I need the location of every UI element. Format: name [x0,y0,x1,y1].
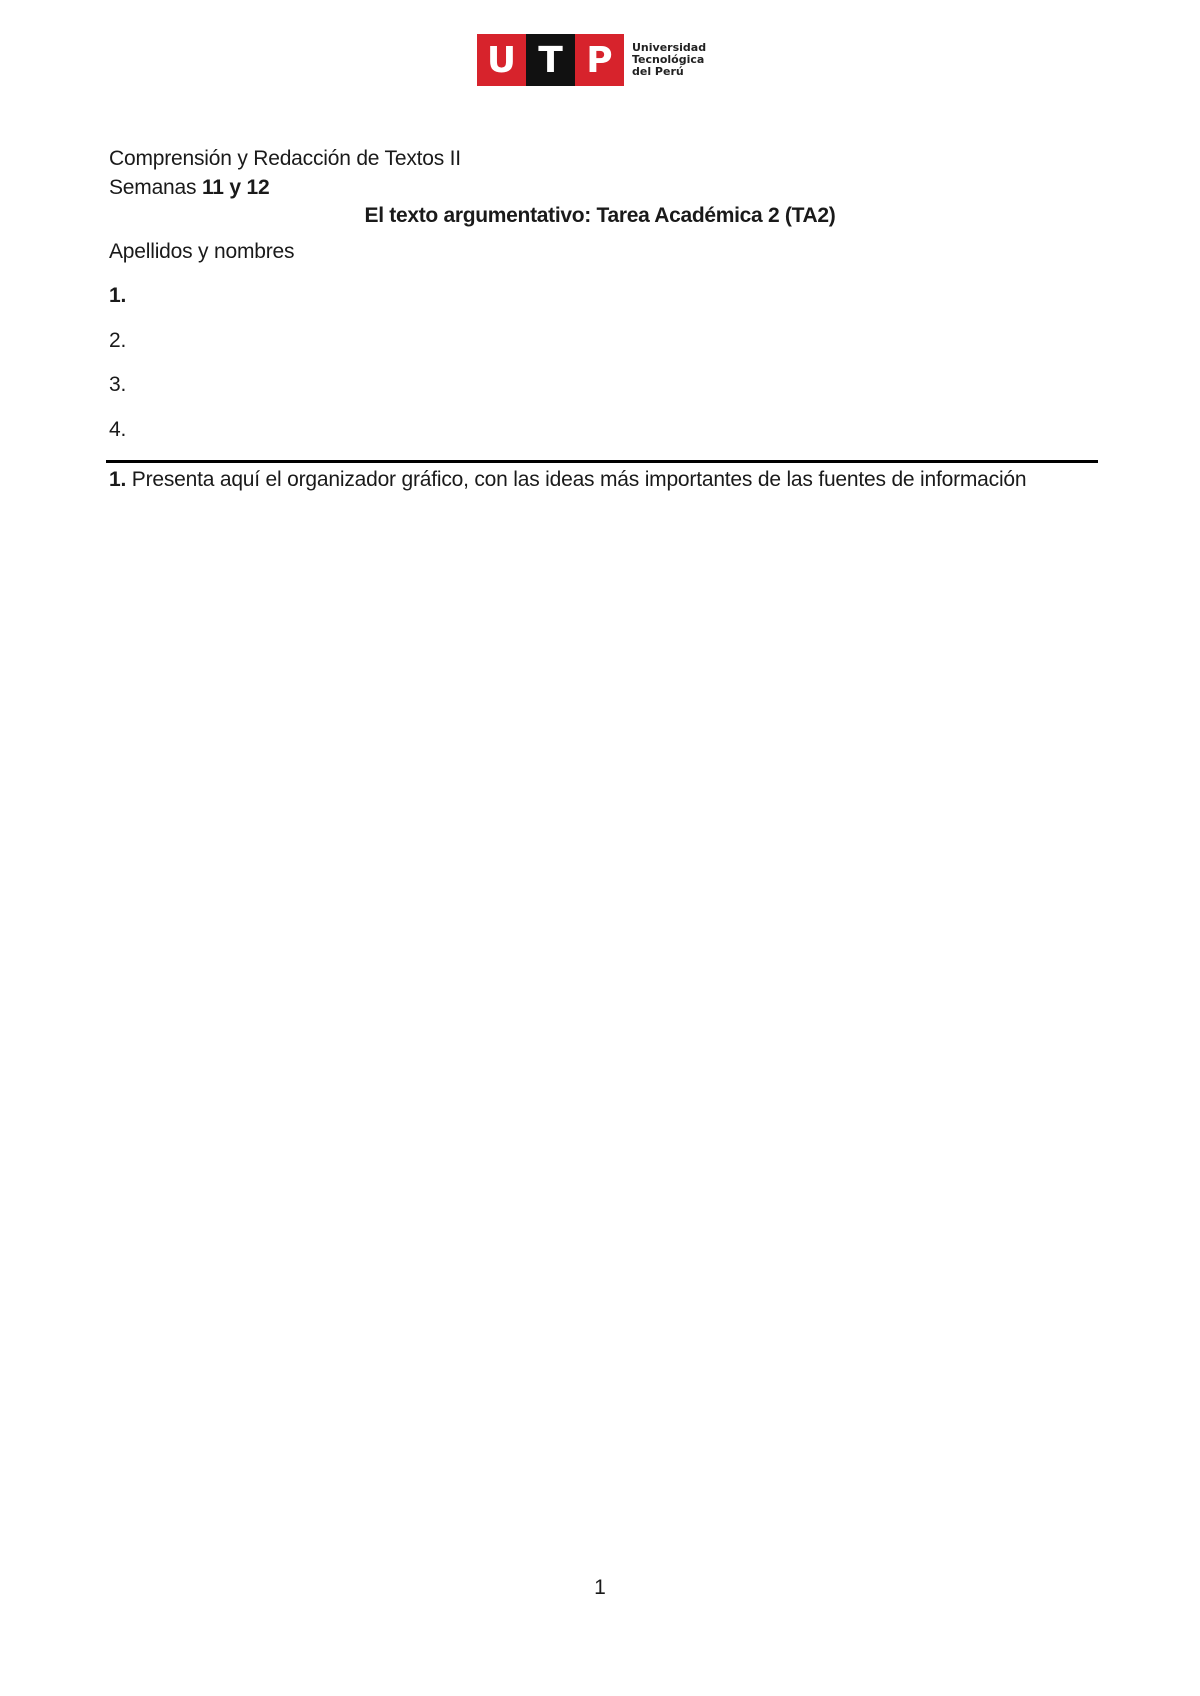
page-number: 1 [594,1576,606,1599]
names-label: Apellidos y nombres [109,240,295,263]
document-title: El texto argumentativo: Tarea Académica 2 (TA2) [364,204,836,227]
name-entry-1: 1. [109,284,127,307]
section-heading [109,468,1026,492]
name-entry-4: 4. [109,418,127,441]
logo-text-line-1: Universidad [632,41,707,54]
logo-letter-t: T [526,34,575,86]
weeks-numbers: 11 y 12 [201,176,270,199]
name-entry-2: 2. [109,329,127,352]
weeks-line [109,176,269,200]
logo-text-line-3: del Perú [632,65,684,78]
course-name: Comprensión y Redacción de Textos II [109,147,461,170]
logo-letters [477,34,624,86]
section-number: 1. [109,468,127,491]
logo-letter-p: P [575,34,624,86]
utp-logo [477,34,706,86]
section-divider [106,460,1098,463]
section-text: Presenta aquí el organizador gráfico, con las ideas más importantes de las fuentes de información [131,468,1027,491]
logo-text-line-2: Tecnológica [632,53,705,66]
logo-wordmark [632,42,706,78]
weeks-prefix: Semanas [109,176,197,199]
logo-letter-u: U [477,34,526,86]
name-entry-3: 3. [109,373,127,396]
